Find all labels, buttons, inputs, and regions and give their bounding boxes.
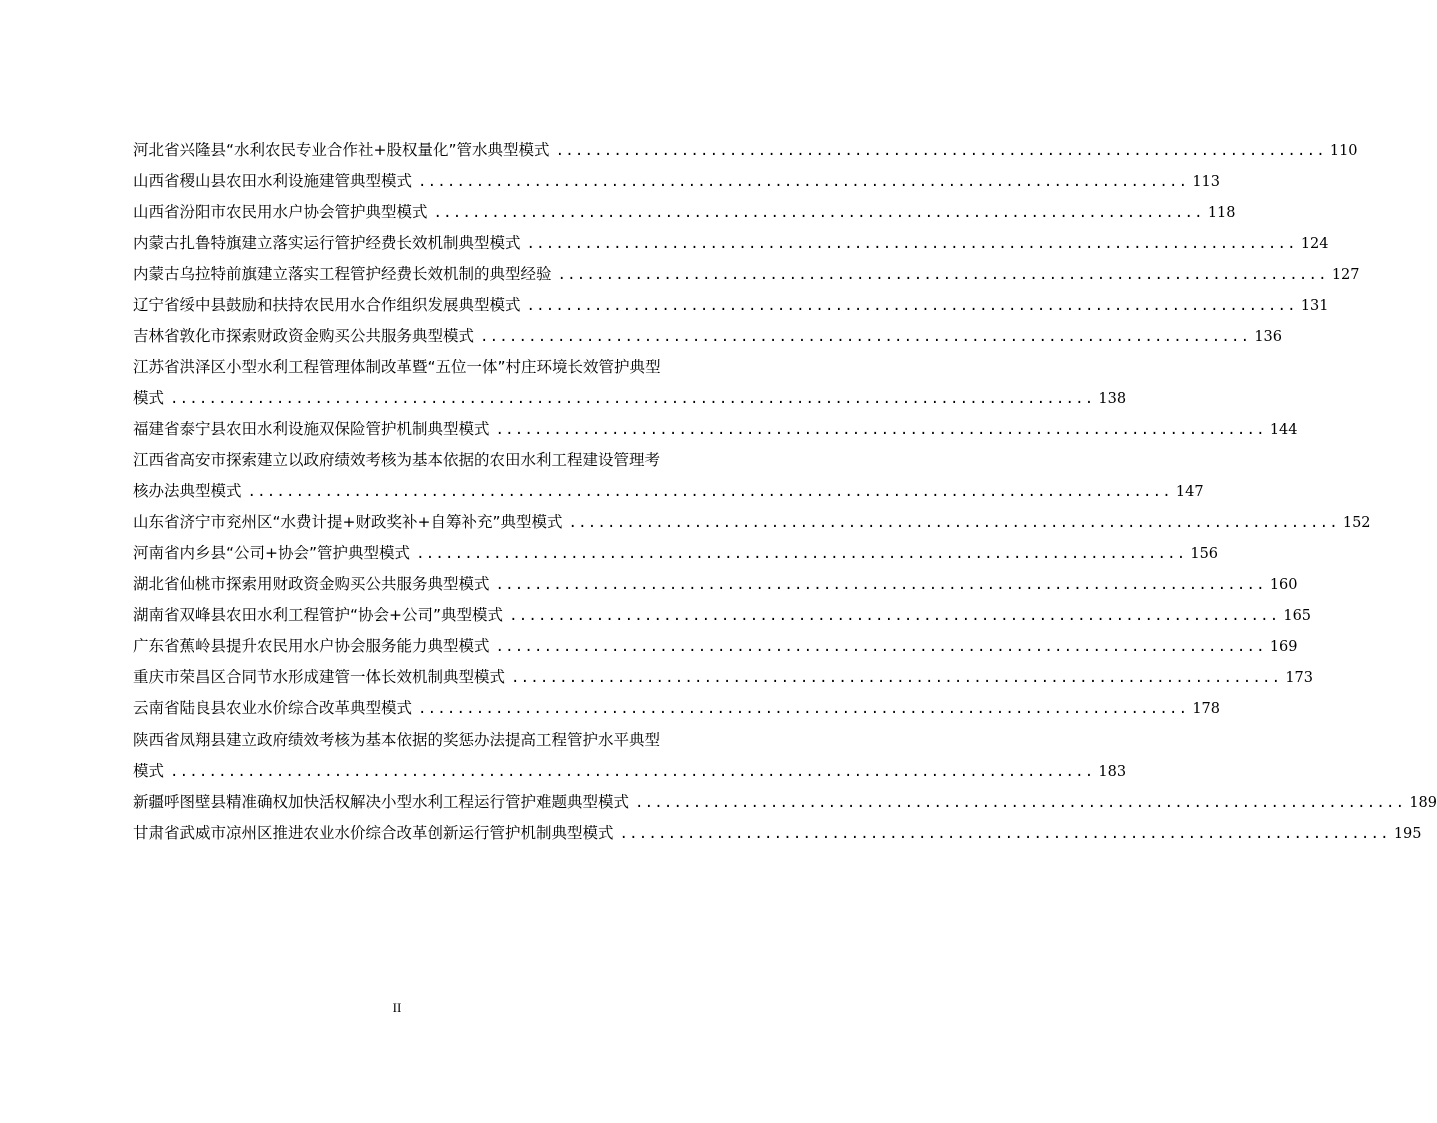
dot-leader: ................................................................................ (418, 701, 1189, 717)
toc-entry-page: 118 (1207, 205, 1236, 221)
toc-entry[interactable] (133, 725, 1127, 787)
toc-entry-page: 144 (1269, 422, 1298, 438)
toc-entry-title-line2: 核办法典型模式 (133, 482, 242, 500)
toc-entry[interactable] (133, 569, 1298, 600)
dot-leader: ................................................................................ (557, 267, 1328, 283)
toc-entry-page: 160 (1269, 577, 1298, 593)
toc-entry-page: 147 (1175, 484, 1204, 500)
dot-leader: ................................................................................ (619, 826, 1390, 842)
toc-entry-title-line2: 模式 (133, 762, 165, 780)
toc-entry-title: 山东省济宁市兖州区“水费计提+财政奖补+自筹补充”典型模式 (133, 513, 563, 531)
toc-entry[interactable] (133, 662, 1313, 693)
toc-entry[interactable] (133, 135, 1358, 166)
toc-entry-title: 新疆呼图壁县精准确权加快活权解决小型水利工程运行管护难题典型模式 (133, 793, 630, 811)
toc-entry-page: 136 (1254, 329, 1282, 345)
toc-entry[interactable] (133, 693, 1220, 724)
toc-entry-page: 110 (1329, 143, 1358, 159)
toc-entry-page: 165 (1283, 608, 1312, 624)
dot-leader: ................................................................................ (526, 298, 1297, 314)
toc-entry-page: 189 (1409, 795, 1437, 811)
toc-entry[interactable] (133, 631, 1298, 662)
toc-entry-title: 湖北省仙桃市探索用财政资金购买公共服务典型模式 (133, 575, 490, 593)
toc-entry[interactable] (133, 445, 1204, 507)
toc-entry-page: 169 (1269, 639, 1298, 655)
toc-entry-page: 152 (1342, 515, 1371, 531)
toc-entry-page: 127 (1331, 267, 1360, 283)
toc-entry-page: 138 (1098, 391, 1127, 407)
toc-entry-title: 湖南省双峰县农田水利工程管护“协会+公司”典型模式 (133, 606, 504, 624)
toc-entry[interactable] (133, 818, 1422, 849)
toc-entry[interactable] (133, 321, 1282, 352)
toc-entry-page: 124 (1300, 236, 1329, 252)
toc-entry[interactable] (133, 228, 1329, 259)
toc-entry-title: 内蒙古扎鲁特旗建立落实运行管护经费长效机制典型模式 (133, 234, 521, 252)
toc-entry-title: 内蒙古乌拉特前旗建立落实工程管护经费长效机制的典型经验 (133, 265, 552, 283)
toc-entry[interactable] (133, 197, 1236, 228)
toc-entry-title: 辽宁省绥中县鼓励和扶持农民用水合作组织发展典型模式 (133, 296, 521, 314)
toc-entry[interactable] (133, 507, 1371, 538)
toc-entry-title: 山西省汾阳市农民用水户协会管护典型模式 (133, 203, 428, 221)
toc-entry[interactable] (133, 414, 1298, 445)
toc-entry-title-line1: 陕西省凤翔县建立政府绩效考核为基本依据的奖惩办法提高工程管护水平典型 (133, 731, 661, 749)
toc-entry-title: 吉林省敦化市探索财政资金购买公共服务典型模式 (133, 327, 475, 345)
toc-entry-page: 131 (1300, 298, 1329, 314)
toc-entry-page: 195 (1393, 826, 1422, 842)
toc-entry-title: 重庆市荣昌区合同节水形成建管一体长效机制典型模式 (133, 668, 506, 686)
toc-entry-title: 云南省陆良县农业水价综合改革典型模式 (133, 699, 413, 717)
dot-leader: ................................................................................ (509, 608, 1280, 624)
toc-entry-title: 河南省内乡县“公司+协会”管护典型模式 (133, 544, 411, 562)
toc-entry-title: 福建省泰宁县农田水利设施双保险管护机制典型模式 (133, 420, 490, 438)
toc-entry-page: 178 (1192, 701, 1220, 717)
toc-entry-page: 113 (1192, 174, 1220, 190)
dot-leader: ................................................................................ (635, 795, 1406, 811)
dot-leader: ................................................................................ (495, 577, 1266, 593)
toc-entry-title: 山西省稷山县农田水利设施建管典型模式 (133, 172, 413, 190)
dot-leader: ................................................................................ (555, 143, 1326, 159)
toc-entry[interactable] (133, 166, 1220, 197)
toc-entry-title: 河北省兴隆县“水利农民专业合作社+股权量化”管水典型模式 (133, 141, 550, 159)
toc-entry[interactable] (133, 600, 1312, 631)
dot-leader: ................................................................................................ (247, 484, 1172, 500)
toc-entry[interactable] (133, 352, 1127, 414)
toc-entry[interactable] (133, 290, 1329, 321)
toc-entry-title: 甘肃省武威市凉州区推进农业水价综合改革创新运行管护机制典型模式 (133, 824, 614, 842)
toc-entry[interactable] (133, 259, 1360, 290)
dot-leader: ................................................................................ (480, 329, 1251, 345)
dot-leader: ................................................................................ (495, 639, 1266, 655)
dot-leader: ................................................................................................ (170, 764, 1095, 780)
toc-entry-page: 156 (1190, 546, 1219, 562)
dot-leader: ................................................................................ (511, 670, 1282, 686)
page-number: II (392, 1000, 402, 1015)
toc-entry-title-line1: 江西省高安市探索建立以政府绩效考核为基本依据的农田水利工程建设管理考 (133, 451, 661, 469)
dot-leader: ................................................................................ (433, 205, 1204, 221)
dot-leader: ................................................................................ (495, 422, 1266, 438)
toc-entry[interactable] (133, 538, 1219, 569)
toc-entry-title: 广东省蕉岭县提升农民用水户协会服务能力典型模式 (133, 637, 490, 655)
dot-leader: ................................................................................................ (170, 391, 1095, 407)
dot-leader: ................................................................................ (416, 546, 1187, 562)
toc-entry-title-line2: 模式 (133, 389, 165, 407)
dot-leader: ................................................................................ (418, 174, 1189, 190)
dot-leader: ................................................................................ (526, 236, 1297, 252)
toc-entry-title-line1: 江苏省洪泽区小型水利工程管理体制改革暨“五位一体”村庄环境长效管护典型 (133, 358, 661, 376)
toc-entry[interactable] (133, 787, 1437, 818)
toc-entry-page: 183 (1098, 764, 1127, 780)
toc-entry-page: 173 (1285, 670, 1313, 686)
dot-leader: ................................................................................ (568, 515, 1339, 531)
